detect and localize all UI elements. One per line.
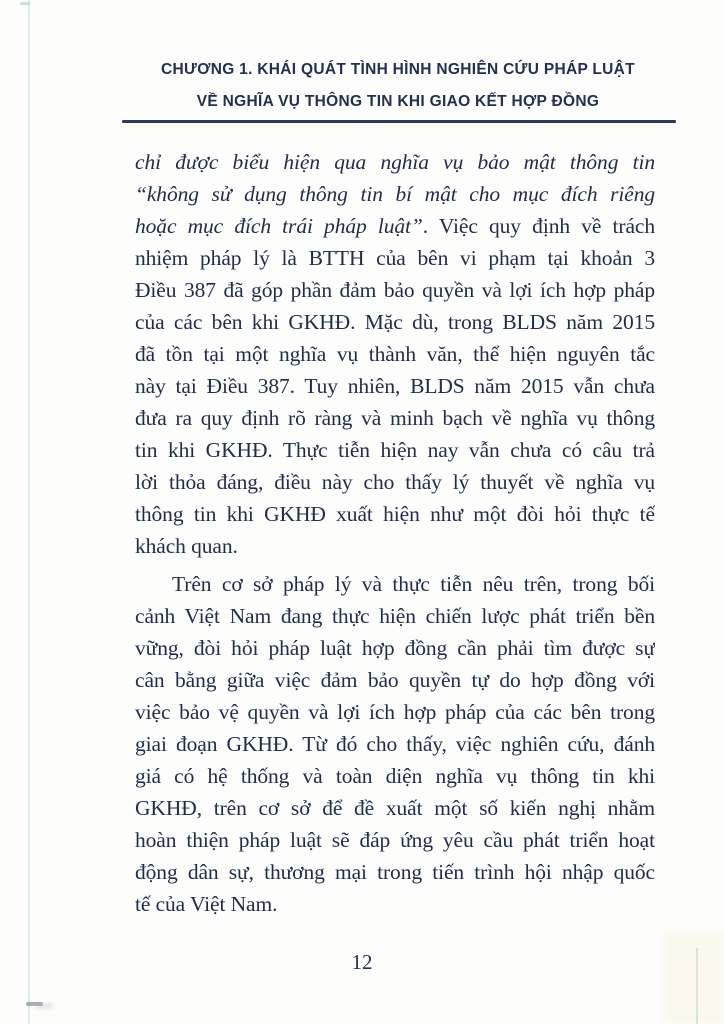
paragraph — [135, 146, 655, 562]
text-segment: hoàn thiện pháp luật sẽ đáp ứng yêu cầu phát triển hoạt — [135, 828, 655, 852]
text-segment: Điều 387 đã góp phần đảm bảo quyền và lợi ích hợp pháp — [135, 278, 655, 302]
italic-text-segment: chỉ được biểu hiện qua nghĩa vụ bảo mật thông tin — [135, 150, 655, 174]
text-segment: tin khi GKHĐ. Thực tiễn hiện nay vẫn chưa có câu trả — [135, 438, 655, 462]
text-segment: cảnh Việt Nam đang thực hiện chiến lược phát triển bền — [135, 604, 655, 628]
text-line — [135, 498, 655, 530]
text-segment: GKHĐ, trên cơ sở để đề xuất một số kiến nghị nhằm — [135, 796, 655, 820]
text-line — [135, 664, 655, 696]
text-line — [135, 146, 655, 178]
italic-text-segment: hoặc mục đích trái pháp luật” — [135, 214, 423, 238]
text-line — [135, 370, 655, 402]
text-line — [135, 530, 655, 562]
text-line — [135, 760, 655, 792]
scan-artifact-bottomright-tint — [664, 930, 724, 1024]
text-line — [135, 178, 655, 210]
text-segment: nhiệm pháp lý là BTTH của bên vi phạm tại khoản 3 — [135, 246, 655, 270]
text-line — [135, 728, 655, 760]
scan-artifact-bottomright-line — [696, 948, 698, 1024]
text-segment: tế của Việt Nam. — [135, 892, 278, 916]
text-segment: này tại Điều 387. Tuy nhiên, BLDS năm 2015 vẫn chưa — [135, 374, 655, 398]
text-line — [135, 402, 655, 434]
text-line — [135, 210, 655, 242]
text-line — [135, 274, 655, 306]
text-line — [135, 434, 655, 466]
text-segment: giá có hệ thống và toàn diện nghĩa vụ thông tin khi — [135, 764, 655, 788]
text-line — [135, 696, 655, 728]
text-segment: Trên cơ sở pháp lý và thực tiễn nêu trên, trong bối — [172, 572, 655, 596]
body-text — [135, 146, 655, 920]
chapter-header — [98, 54, 698, 118]
scan-artifact-left-edge-line — [28, 0, 30, 1024]
text-segment: thông tin khi GKHĐ xuất hiện như một đòi hỏi thực tế — [135, 502, 655, 526]
text-line — [135, 306, 655, 338]
text-segment: việc bảo vệ quyền và lợi ích hợp pháp của các bên trong — [135, 700, 655, 724]
text-segment: đã tồn tại một nghĩa vụ thành văn, thể hiện nguyên tắc — [135, 342, 655, 366]
text-segment: giai đoạn GKHĐ. Từ đó cho thấy, việc nghiên cứu, đánh — [135, 732, 655, 756]
text-line — [135, 338, 655, 370]
text-line — [135, 242, 655, 274]
text-segment: của các bên khi GKHĐ. Mặc dù, trong BLDS năm 2015 — [135, 310, 655, 334]
paragraph — [135, 568, 655, 920]
text-line — [135, 792, 655, 824]
text-segment: lời thỏa đáng, điều này cho thấy lý thuyết về nghĩa vụ — [135, 470, 655, 494]
chapter-header-line2: VỀ NGHĨA VỤ THÔNG TIN KHI GIAO KẾT HỢP ĐỒNG — [196, 93, 600, 110]
text-line — [135, 568, 655, 600]
text-line — [135, 856, 655, 888]
page-number: 12 — [351, 950, 373, 974]
text-line — [135, 888, 655, 920]
text-line — [135, 824, 655, 856]
header-rule — [122, 120, 676, 123]
text-line — [135, 466, 655, 498]
text-segment: khách quan. — [135, 534, 238, 558]
text-segment: vững, đòi hỏi pháp luật hợp đồng cần phải tìm được sự — [135, 636, 655, 660]
text-line — [135, 600, 655, 632]
text-segment: cân bằng giữa việc đảm bảo quyền tự do hợp đồng với — [135, 668, 655, 692]
italic-text-segment: “không sử dụng thông tin bí mật cho mục đích riêng — [135, 182, 655, 206]
text-line — [135, 632, 655, 664]
text-segment: đưa ra quy định rõ ràng và minh bạch về nghĩa vụ thông — [135, 406, 655, 430]
scan-artifact-topleft-dash — [20, 2, 30, 5]
scan-artifact-bottomleft-smudge — [26, 1002, 43, 1006]
text-segment: động dân sự, thương mại trong tiến trình hội nhập quốc — [135, 860, 655, 884]
text-segment: . Việc quy định về trách — [422, 214, 655, 238]
chapter-header-line1: CHƯƠNG 1. KHÁI QUÁT TÌNH HÌNH NGHIÊN CỨU PHÁP LUẬT — [161, 61, 635, 78]
